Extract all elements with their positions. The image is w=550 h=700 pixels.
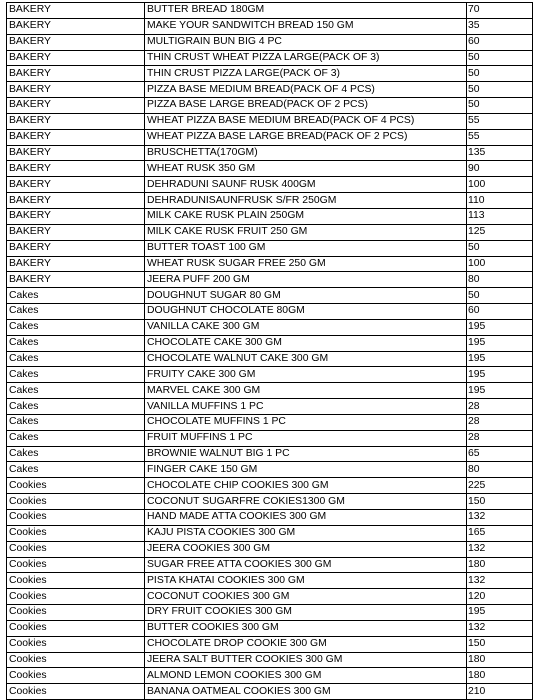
category-cell: BAKERY <box>7 193 145 209</box>
table-row <box>7 288 533 304</box>
item-name-cell: THIN CRUST PIZZA LARGE(PACK OF 3) <box>145 66 467 82</box>
price-cell: 135 <box>467 145 533 161</box>
item-name-cell: MULTIGRAIN BUN BIG 4 PC <box>145 34 467 50</box>
category-cell: Cakes <box>7 414 145 430</box>
table-row <box>7 620 533 636</box>
item-name-cell: DEHRADUNISAUNFRUSK S/FR 250GM <box>145 193 467 209</box>
item-name-cell: CHOCOLATE CAKE 300 GM <box>145 335 467 351</box>
item-name-cell: JEERA SALT BUTTER COOKIES 300 GM <box>145 652 467 668</box>
item-name-cell: WHEAT PIZZA BASE LARGE BREAD(PACK OF 2 PCS) <box>145 129 467 145</box>
category-cell: BAKERY <box>7 240 145 256</box>
table-row <box>7 541 533 557</box>
price-cell: 50 <box>467 98 533 114</box>
category-cell: Cookies <box>7 525 145 541</box>
price-cell: 50 <box>467 288 533 304</box>
table-row <box>7 510 533 526</box>
price-cell: 60 <box>467 34 533 50</box>
item-name-cell: PIZZA BASE LARGE BREAD(PACK OF 2 PCS) <box>145 98 467 114</box>
category-cell: Cookies <box>7 510 145 526</box>
category-cell: Cookies <box>7 541 145 557</box>
item-name-cell: BUTTER TOAST 100 GM <box>145 240 467 256</box>
table-row <box>7 335 533 351</box>
table-row <box>7 478 533 494</box>
category-cell: Cookies <box>7 668 145 684</box>
price-cell: 110 <box>467 193 533 209</box>
table-row <box>7 272 533 288</box>
price-cell: 28 <box>467 399 533 415</box>
category-cell: BAKERY <box>7 66 145 82</box>
category-cell: Cakes <box>7 319 145 335</box>
item-name-cell: PIZZA BASE MEDIUM BREAD(PACK OF 4 PCS) <box>145 82 467 98</box>
item-name-cell: JEERA PUFF 200 GM <box>145 272 467 288</box>
item-name-cell: DOUGHNUT CHOCOLATE 80GM <box>145 304 467 320</box>
table-row <box>7 589 533 605</box>
item-name-cell: WHEAT RUSK SUGAR FREE 250 GM <box>145 256 467 272</box>
price-cell: 165 <box>467 525 533 541</box>
item-name-cell: PISTA KHATAI COOKIES 300 GM <box>145 573 467 589</box>
item-name-cell: VANILLA MUFFINS 1 PC <box>145 399 467 415</box>
category-cell: BAKERY <box>7 145 145 161</box>
item-name-cell: BROWNIE WALNUT BIG 1 PC <box>145 446 467 462</box>
table-row <box>7 113 533 129</box>
price-cell: 132 <box>467 541 533 557</box>
table-row <box>7 351 533 367</box>
price-cell: 210 <box>467 684 533 700</box>
category-cell: Cookies <box>7 652 145 668</box>
table-row <box>7 193 533 209</box>
table-row <box>7 668 533 684</box>
category-cell: BAKERY <box>7 50 145 66</box>
category-cell: Cakes <box>7 335 145 351</box>
price-cell: 28 <box>467 414 533 430</box>
price-cell: 132 <box>467 510 533 526</box>
table-row <box>7 525 533 541</box>
price-cell: 195 <box>467 319 533 335</box>
price-cell: 180 <box>467 652 533 668</box>
price-cell: 50 <box>467 66 533 82</box>
table-row <box>7 161 533 177</box>
table-row <box>7 462 533 478</box>
category-cell: Cookies <box>7 636 145 652</box>
price-cell: 50 <box>467 240 533 256</box>
table-row <box>7 383 533 399</box>
table-row <box>7 430 533 446</box>
item-name-cell: MARVEL CAKE 300 GM <box>145 383 467 399</box>
category-cell: Cakes <box>7 304 145 320</box>
price-cell: 120 <box>467 589 533 605</box>
price-cell: 70 <box>467 3 533 19</box>
item-name-cell: BRUSCHETTA(170GM) <box>145 145 467 161</box>
table-row <box>7 34 533 50</box>
category-cell: Cakes <box>7 351 145 367</box>
table-row <box>7 240 533 256</box>
price-cell: 80 <box>467 272 533 288</box>
item-name-cell: WHEAT RUSK 350 GM <box>145 161 467 177</box>
table-row <box>7 636 533 652</box>
price-cell: 35 <box>467 18 533 34</box>
item-name-cell: HAND MADE ATTA COOKIES 300 GM <box>145 510 467 526</box>
item-name-cell: DRY FRUIT COOKIES 300 GM <box>145 605 467 621</box>
table-row <box>7 652 533 668</box>
price-cell: 100 <box>467 256 533 272</box>
category-cell: BAKERY <box>7 161 145 177</box>
item-name-cell: SUGAR FREE ATTA COOKIES 300 GM <box>145 557 467 573</box>
table-row <box>7 684 533 700</box>
category-cell: Cookies <box>7 573 145 589</box>
price-cell: 132 <box>467 573 533 589</box>
table-row <box>7 18 533 34</box>
item-name-cell: VANILLA CAKE 300 GM <box>145 319 467 335</box>
price-cell: 80 <box>467 462 533 478</box>
price-cell: 150 <box>467 636 533 652</box>
item-name-cell: FRUITY CAKE 300 GM <box>145 367 467 383</box>
table-row <box>7 208 533 224</box>
price-cell: 195 <box>467 367 533 383</box>
category-cell: BAKERY <box>7 208 145 224</box>
price-cell: 195 <box>467 605 533 621</box>
price-cell: 180 <box>467 557 533 573</box>
price-cell: 180 <box>467 668 533 684</box>
item-name-cell: FINGER CAKE 150 GM <box>145 462 467 478</box>
price-cell: 50 <box>467 50 533 66</box>
table-row <box>7 494 533 510</box>
item-name-cell: COCONUT COOKIES 300 GM <box>145 589 467 605</box>
category-cell: Cookies <box>7 620 145 636</box>
price-cell: 60 <box>467 304 533 320</box>
category-cell: Cookies <box>7 684 145 700</box>
item-name-cell: COCONUT SUGARFRE COKIES1300 GM <box>145 494 467 510</box>
category-cell: Cookies <box>7 605 145 621</box>
table-row <box>7 304 533 320</box>
item-name-cell: KAJU PISTA COOKIES 300 GM <box>145 525 467 541</box>
table-row <box>7 399 533 415</box>
price-cell: 150 <box>467 494 533 510</box>
price-cell: 50 <box>467 82 533 98</box>
price-cell: 65 <box>467 446 533 462</box>
item-name-cell: CHOCOLATE WALNUT CAKE 300 GM <box>145 351 467 367</box>
category-cell: BAKERY <box>7 272 145 288</box>
item-name-cell: BUTTER COOKIES 300 GM <box>145 620 467 636</box>
item-name-cell: JEERA COOKIES 300 GM <box>145 541 467 557</box>
category-cell: Cakes <box>7 367 145 383</box>
price-cell: 55 <box>467 113 533 129</box>
category-cell: Cookies <box>7 589 145 605</box>
price-cell: 55 <box>467 129 533 145</box>
category-cell: BAKERY <box>7 98 145 114</box>
item-name-cell: MILK CAKE RUSK FRUIT 250 GM <box>145 224 467 240</box>
category-cell: BAKERY <box>7 256 145 272</box>
item-name-cell: FRUIT MUFFINS 1 PC <box>145 430 467 446</box>
category-cell: BAKERY <box>7 34 145 50</box>
category-cell: BAKERY <box>7 224 145 240</box>
item-name-cell: CHOCOLATE CHIP COOKIES 300 GM <box>145 478 467 494</box>
table-row <box>7 129 533 145</box>
table-row <box>7 256 533 272</box>
table-row <box>7 98 533 114</box>
price-cell: 125 <box>467 224 533 240</box>
category-cell: Cakes <box>7 288 145 304</box>
price-cell: 195 <box>467 335 533 351</box>
item-name-cell: MILK CAKE RUSK PLAIN 250GM <box>145 208 467 224</box>
item-name-cell: BUTTER BREAD 180GM <box>145 3 467 19</box>
table-row <box>7 3 533 19</box>
category-cell: Cakes <box>7 383 145 399</box>
item-name-cell: THIN CRUST WHEAT PIZZA LARGE(PACK OF 3) <box>145 50 467 66</box>
item-name-cell: ALMOND LEMON COOKIES 300 GM <box>145 668 467 684</box>
category-cell: BAKERY <box>7 82 145 98</box>
table-row <box>7 177 533 193</box>
table-row <box>7 557 533 573</box>
table-row <box>7 367 533 383</box>
item-name-cell: DEHRADUNI SAUNF RUSK 400GM <box>145 177 467 193</box>
price-cell: 195 <box>467 351 533 367</box>
category-cell: Cookies <box>7 557 145 573</box>
item-name-cell: DOUGHNUT SUGAR 80 GM <box>145 288 467 304</box>
category-cell: BAKERY <box>7 113 145 129</box>
price-cell: 100 <box>467 177 533 193</box>
table-row <box>7 224 533 240</box>
price-cell: 113 <box>467 208 533 224</box>
table-row <box>7 605 533 621</box>
table-row <box>7 50 533 66</box>
item-name-cell: MAKE YOUR SANDWITCH BREAD 150 GM <box>145 18 467 34</box>
menu-price-table <box>6 2 533 700</box>
category-cell: BAKERY <box>7 129 145 145</box>
category-cell: Cookies <box>7 494 145 510</box>
price-cell: 195 <box>467 383 533 399</box>
item-name-cell: BANANA OATMEAL COOKIES 300 GM <box>145 684 467 700</box>
table-row <box>7 414 533 430</box>
table-row <box>7 145 533 161</box>
category-cell: BAKERY <box>7 177 145 193</box>
table-row <box>7 82 533 98</box>
item-name-cell: CHOCOLATE MUFFINS 1 PC <box>145 414 467 430</box>
price-cell: 28 <box>467 430 533 446</box>
category-cell: Cakes <box>7 462 145 478</box>
category-cell: Cakes <box>7 399 145 415</box>
table-row <box>7 66 533 82</box>
price-cell: 225 <box>467 478 533 494</box>
item-name-cell: CHOCOLATE DROP COOKIE 300 GM <box>145 636 467 652</box>
item-name-cell: WHEAT PIZZA BASE MEDIUM BREAD(PACK OF 4 PCS) <box>145 113 467 129</box>
category-cell: Cookies <box>7 478 145 494</box>
menu-price-table-body <box>7 3 533 700</box>
table-row <box>7 446 533 462</box>
category-cell: Cakes <box>7 446 145 462</box>
category-cell: Cakes <box>7 430 145 446</box>
category-cell: BAKERY <box>7 18 145 34</box>
category-cell: BAKERY <box>7 3 145 19</box>
price-cell: 132 <box>467 620 533 636</box>
table-row <box>7 319 533 335</box>
table-row <box>7 573 533 589</box>
price-cell: 90 <box>467 161 533 177</box>
